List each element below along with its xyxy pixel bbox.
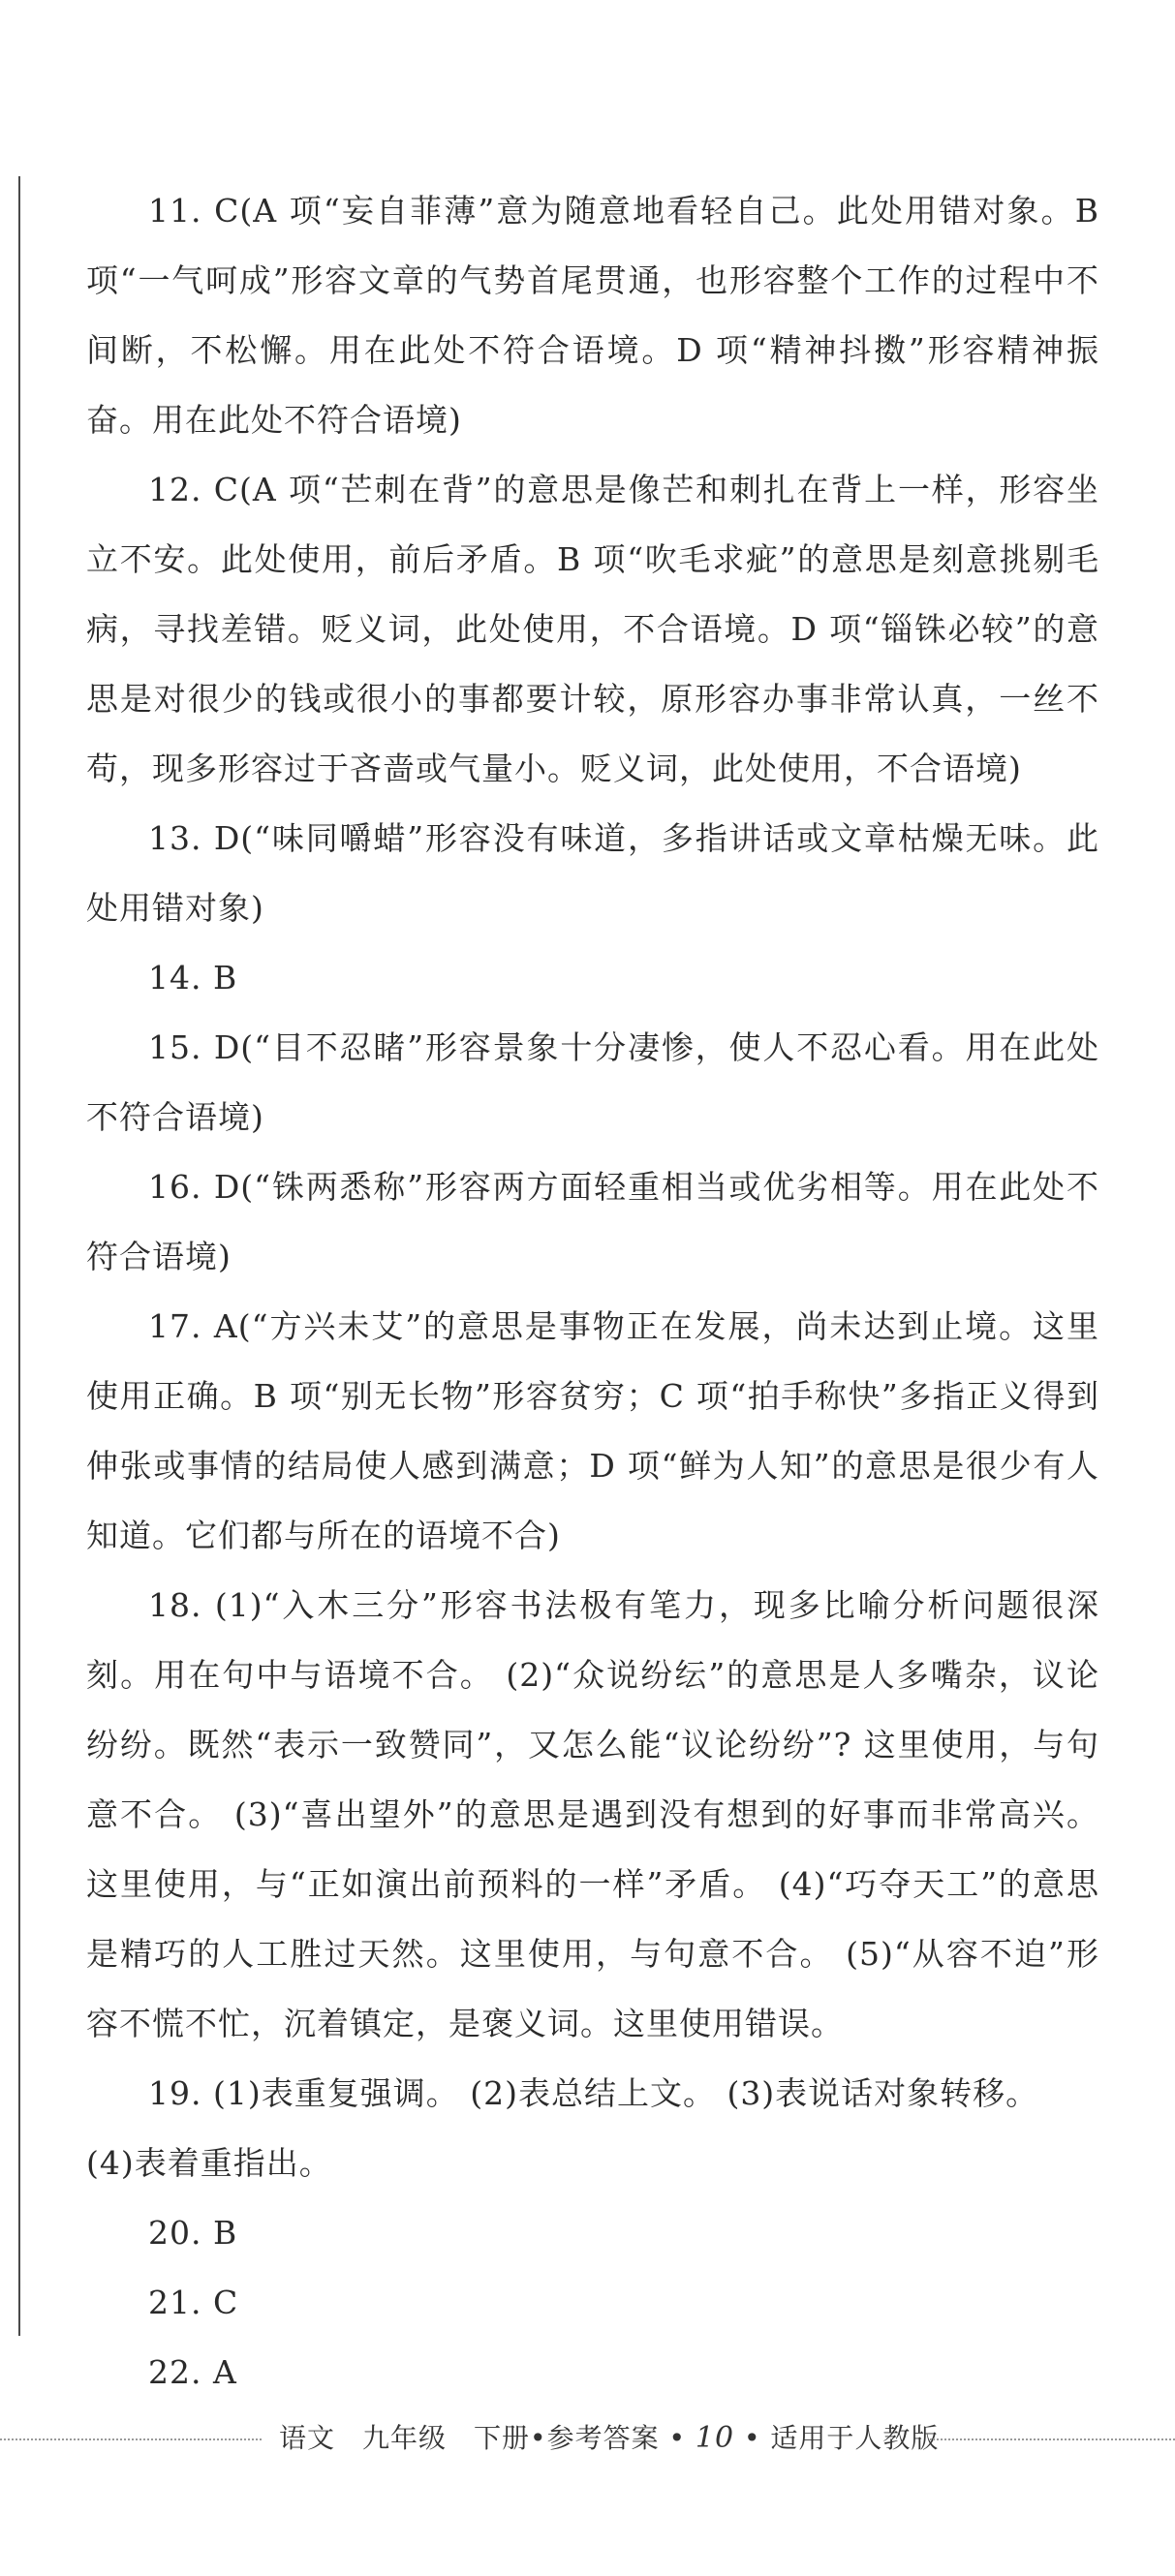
footer-edition: 适用于人教版	[770, 2422, 940, 2454]
footer-volume: 下册	[474, 2422, 531, 2454]
answer-21: 21. C	[148, 2284, 239, 2321]
answer-22: 22. A	[148, 2353, 237, 2391]
answer-15: 15. D(“目不忍睹”形容景象十分凄惨，使人不忍心看。用在此处不符合语境)	[86, 1028, 1099, 1136]
answer-16: 16. D(“铢两悉称”形容两方面轻重相当或优劣相等。用在此处不符合语境)	[86, 1168, 1099, 1275]
answer-11: 11. C(A 项“妄自菲薄”意为随意地看轻自己。此处用错对象。B 项“一气呵成”形容文章的气势首尾贯通，也形容整个工作的过程中不间断，不松懈。用在此处不符合语境。D 项“精神抖擞”形容精神振奋。用在此处不符合语境)	[86, 192, 1099, 439]
answer-19: 19. (1)表重复强调。 (2)表总结上文。 (3)表说话对象转移。	[148, 2074, 1039, 2112]
answer-12: 12. C(A 项“芒刺在背”的意思是像芒和刺扎在背上一样，形容坐立不安。此处使用，前后矛盾。B 项“吹毛求疵”的意思是刻意挑剔毛病，寻找差错。贬义词，此处使用，不合语境。D 项“锱铢必较”的意思是对很少的钱或很小的事都要计较，原形容办事非常认真，一丝不苟，现多形容过于吝啬或气量小。贬义词，此处使用，不合语境)	[86, 471, 1099, 787]
footer-grade: 九年级	[362, 2422, 448, 2454]
answer-20: 20. B	[148, 2214, 238, 2252]
left-margin-rule	[18, 176, 20, 2336]
answer-19-continued: (4)表着重指出。	[86, 2144, 332, 2182]
footer-dotted-rule-left	[0, 2438, 262, 2440]
footer-dotted-rule-right	[930, 2438, 1175, 2440]
answer-18: 18. (1)“入木三分”形容书法极有笔力，现多比喻分析问题很深刻。用在句中与语境不合。 (2)“众说纷纭”的意思是人多嘴杂，议论纷纷。既然“表示一致赞同”，又怎么能“议论纷纷”? 这里使用，与句意不合。 (3)“喜出望外”的意思是遇到没有想到的好事而非常高兴。这里使用，与“正如演出前预料的一样”矛盾。 (4)“巧夺天工”的意思是精巧的人工胜过天然。这里使用，与句意不合。 (5)“从容不迫”形容不慌不忙，沉着镇定，是褒义词。这里使用错误。	[86, 1586, 1099, 2042]
answer-content	[86, 176, 1099, 2407]
page-number: 10	[695, 2421, 735, 2455]
answer-17: 17. A(“方兴未艾”的意思是事物正在发展，尚未达到止境。这里使用正确。B 项“别无长物”形容贫穷；C 项“拍手称快”多指正义得到伸张或事情的结局使人感到满意；D 项“鲜为人知”的意思是很少有人知道。它们都与所在的语境不合)	[86, 1307, 1099, 1554]
footer-section: 参考答案	[546, 2422, 660, 2454]
footer-subject: 语文	[279, 2422, 336, 2454]
answer-13: 13. D(“味同嚼蜡”形容没有味道，多指讲话或文章枯燥无味。此处用错对象)	[86, 819, 1099, 927]
answer-14: 14. B	[148, 959, 238, 997]
page-footer: 语文 九年级 下册•参考答案 • 10 • 适用于人教版	[279, 2421, 940, 2455]
